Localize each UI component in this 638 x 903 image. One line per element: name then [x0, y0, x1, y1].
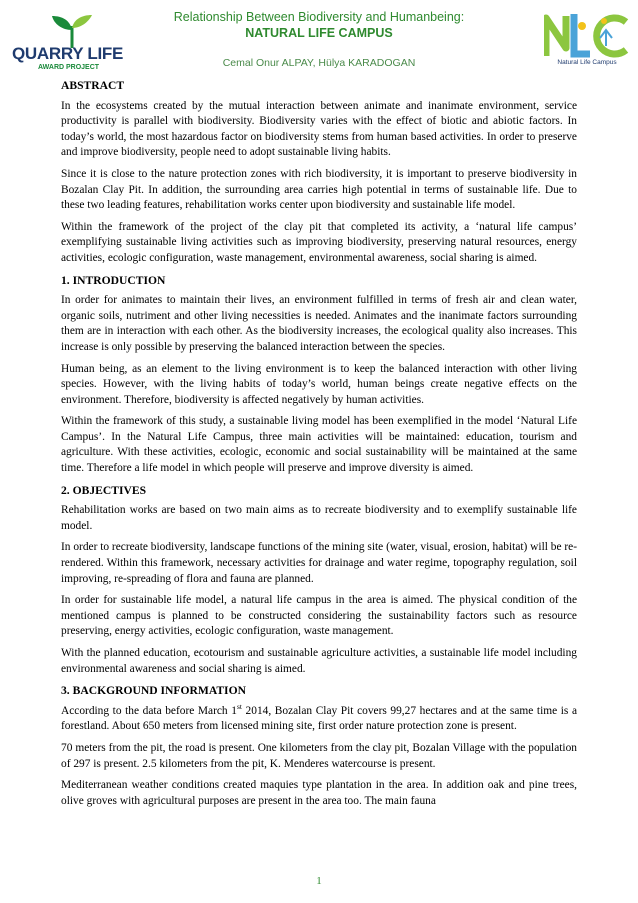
nlc-letters-graphic — [544, 12, 630, 58]
background-paragraph — [61, 701, 578, 735]
header-authors: Cemal Onur ALPAY, Hülya KARADOGAN — [222, 57, 416, 69]
introduction-heading: 1. INTRODUCTION — [61, 273, 166, 287]
page-header — [0, 0, 638, 80]
introduction-paragraph: Within the framework of this study, a sustainable living model has been exemplified in the model ‘Natural Life Campus’. In the Natural Life Campus, three main activities will be maintained: education, tourism and agriculture. With these activities, ecologic, economic and social sustainability will be maintained at the same time. Therefore a life model in which people will preserve and improve diversity is aimed. — [61, 415, 577, 475]
objectives-paragraph: In order to recreate biodiversity, landscape functions of the mining site (water, visual, erosion, habitat) will be re-rendered. Within this framework, necessary activities for drainage and water regime, topography regulation, soil improving, re-spreading of flora and fauna are planned. — [61, 541, 577, 585]
introduction-paragraph: Human being, as an element to the living environment is to keep the balanced interaction with other living species. However, with the living habits of today’s world, human beings create negative effects on the environment. Therefore, biodiversity is affected negatively by human activities. — [61, 362, 577, 406]
objectives-paragraph: Rehabilitation works are based on two main aims as to recreate biodiversity and to exemplify sustainable life model. — [61, 504, 577, 532]
background-paragraph: Mediterranean weather conditions created maquies type plantation in the area. In addition oak and pine trees, olive groves with agricultural purposes are present in the area too. The main fauna — [61, 779, 577, 807]
background-heading: 3. BACKGROUND INFORMATION — [61, 684, 246, 698]
logo-subtitle: AWARD PROJECT — [38, 64, 100, 71]
logo-wordmark: QUARRY LIFE — [12, 44, 123, 63]
objectives-paragraph: With the planned education, ecotourism and sustainable agriculture activities, a sustainable life model including environmental awareness and social sharing is aimed. — [61, 647, 577, 675]
header-title-line1: Relationship Between Biodiversity and Humanbeing: — [173, 10, 465, 24]
background-text: 2014, Bozalan Clay Pit covers 99,27 hectares and at the same time is a forestland. About 650 meters from licensed mining site, first order nature protection zone is present. — [61, 704, 578, 733]
abstract-paragraph: In the ecosystems created by the mutual interaction between animate and inanimate environment, service productivity is parallel with biodiversity. Biodiversity varies with the effect of biotic and abiotic factors. In today’s world, the most hazardous factor on biodiversity stems from human based activities. In order to preserve and improve biodiversity, people need to adopt sustainable living habits. — [61, 99, 577, 159]
abstract-heading: ABSTRACT — [61, 79, 125, 92]
objectives-heading: 2. OBJECTIVES — [61, 483, 147, 497]
abstract-paragraph: Within the framework of the project of the clay pit that completed its activity, a ‘natural life campus’ exemplifying sustainable living activities such as improving biodiversity, preserving natural resources, energy activities, ecologic configuration, waste management, environmental awareness, social sharing is aimed. — [61, 220, 577, 264]
document-body — [61, 78, 577, 815]
introduction-paragraph: In order for animates to maintain their lives, an environment fulfilled in terms of fresh air and clean water, organic soils, nutriment and other living necessities is needed. Animates and the inanimate factors surrounding them are in interaction with each other. As the biodiversity increases, the ecological quality also increases. This increase is only possible by preserving the balanced interaction between the species. — [61, 294, 577, 353]
ordinal-superscript: st — [236, 701, 242, 711]
page-number: 1 — [316, 875, 322, 887]
nlc-caption: Natural Life Campus — [557, 59, 617, 66]
header-title-line2: NATURAL LIFE CAMPUS — [245, 26, 393, 40]
background-text: According to the data before March 1 — [61, 704, 237, 717]
natural-life-campus-logo — [544, 12, 630, 72]
background-paragraph: 70 meters from the pit, the road is present. One kilometers from the clay pit, Bozalan Village with the population of 297 is present. 2.5 kilometers from the pit, K. Menderes watercourse is present. — [61, 741, 577, 770]
abstract-paragraph: Since it is close to the nature protection zones with rich biodiversity, it is important to preserve biodiversity in Bozalan Clay Pit. In addition, the surrounding area carries high potential in terms of sustainable life. Due to these two leading features, rehabilitation works center upon biodiversity and sustainable life model. — [61, 167, 577, 212]
objectives-paragraph: In order for sustainable life model, a natural life campus in the area is aimed. The physical condition of the mentioned campus is planned to be constructed considering the sustainability factors such as resource preserving, energy activities, ecologic configuration, waste management. — [61, 594, 577, 638]
